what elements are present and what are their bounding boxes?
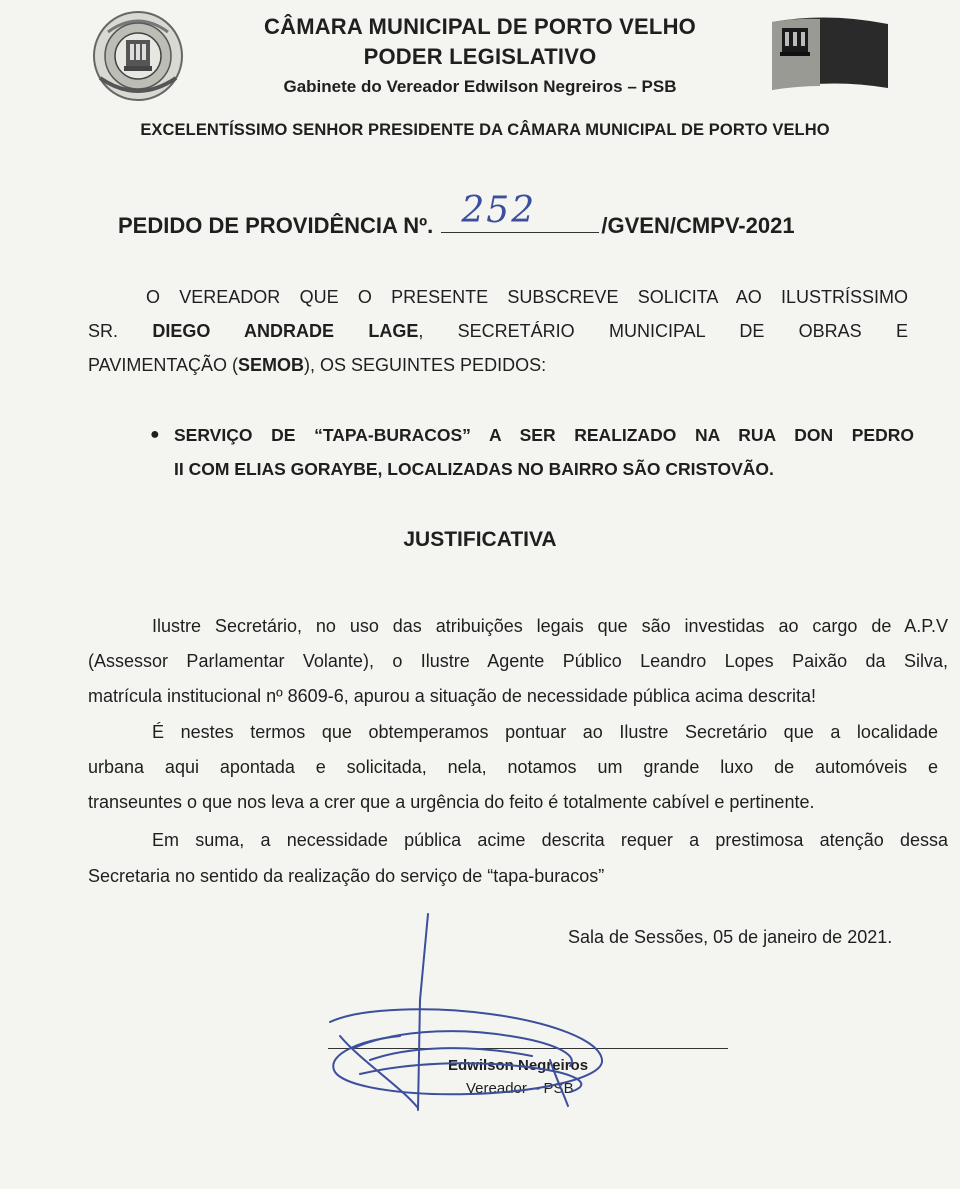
justification-line-2: (Assessor Parlamentar Volante), o Ilustre Agente Público Leandro Lopes Paixão da Silva,: [88, 651, 948, 671]
justification-line-3: matrícula institucional nº 8609-6, apurou a situação de necessidade pública acima descrita!: [88, 686, 816, 706]
request-title: [118, 190, 878, 239]
justification-heading: JUSTIFICATIVA: [403, 528, 557, 551]
letterhead: [200, 12, 760, 100]
justification-line-5: urbana aqui apontada e solicitada, nela, notamos um grande luxo de automóveis e: [88, 757, 938, 777]
request-number-blank: [441, 190, 599, 233]
request-item-line-2: II COM ELIAS GORAYBE, LOCALIZADAS NO BAIRRO SÃO CRISTOVÃO.: [174, 459, 774, 479]
request-prefix: PEDIDO DE PROVIDÊNCIA Nº.: [118, 213, 434, 238]
cabinet-line: Gabinete do Vereador Edwilson Negreiros – PSB: [283, 77, 677, 96]
intro-line-2-rest: , SECRETÁRIO MUNICIPAL DE OBRAS E: [418, 321, 908, 341]
bullet-icon: ●: [150, 426, 160, 443]
chamber-subtitle: PODER LEGISLATIVO: [363, 44, 597, 69]
justification-line-8: Secretaria no sentido da realização do serviço de “tapa-buracos”: [88, 866, 605, 886]
justification-line-4: É nestes termos que obtemperamos pontuar ao Ilustre Secretário que a localidade: [152, 722, 938, 742]
place-date: Sala de Sessões, 05 de janeiro de 2021.: [568, 927, 893, 947]
addressee: EXCELENTÍSSIMO SENHOR PRESIDENTE DA CÂMARA MUNICIPAL DE PORTO VELHO: [140, 121, 830, 139]
intro-line-3-rest: ), OS SEGUINTES PEDIDOS:: [304, 355, 547, 375]
intro-line-3: [88, 348, 908, 382]
request-number-handwritten: 252: [461, 190, 537, 231]
signer-name: Edwilson Negreiros: [448, 1057, 589, 1074]
intro-pav: PAVIMENTAÇÃO (: [88, 355, 239, 375]
agency-acronym: SEMOB: [238, 355, 305, 375]
secretary-name: DIEGO ANDRADE LAGE: [152, 321, 419, 341]
intro-line-2: [88, 314, 908, 348]
chamber-title: CÂMARA MUNICIPAL DE PORTO VELHO: [264, 14, 696, 39]
request-suffix: /GVEN/CMPV-2021: [601, 213, 795, 238]
justification-line-6: transeuntes o que nos leva a crer que a urgência do feito é totalmente cabível e pertinente.: [88, 792, 815, 812]
municipal-seal-icon: [88, 8, 188, 106]
flag-icon: [768, 14, 892, 96]
justification-line-7: Em suma, a necessidade pública acime descrita requer a prestimosa atenção dessa: [152, 830, 948, 850]
intro-line-1: O VEREADOR QUE O PRESENTE SUBSCREVE SOLICITA AO ILUSTRÍSSIMO: [146, 287, 908, 307]
request-item-text: [174, 418, 914, 486]
justification-line-1: Ilustre Secretário, no uso das atribuições legais que são investidas ao cargo de A.P.V: [152, 616, 948, 636]
request-item-line-1: SERVIÇO DE “TAPA-BURACOS” A SER REALIZADO NA RUA DON PEDRO: [174, 425, 914, 445]
handwritten-signature: [300, 910, 640, 1150]
signer-role: Vereador – PSB: [466, 1080, 574, 1097]
intro-sr: SR.: [88, 321, 119, 341]
